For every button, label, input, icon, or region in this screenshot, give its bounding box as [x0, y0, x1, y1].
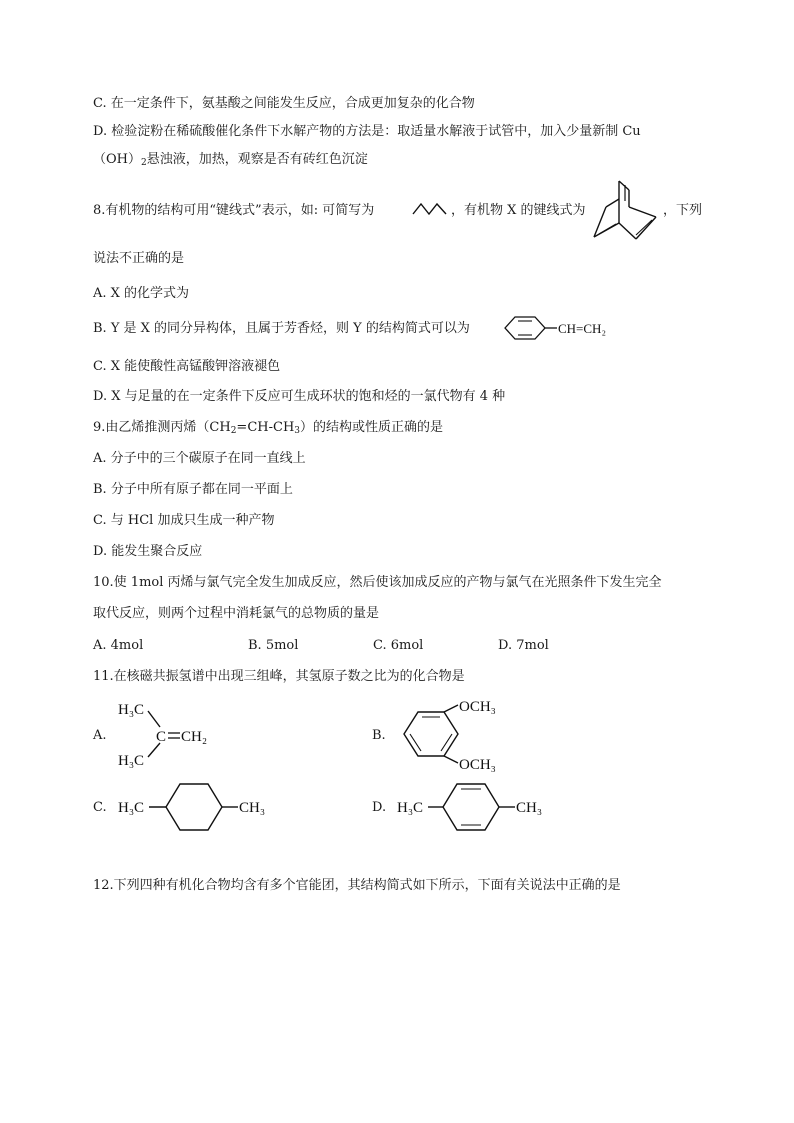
q10-option-d: D. 7mol — [498, 638, 549, 653]
och3-top-text: OCH₃ — [459, 699, 496, 715]
q10-option-a: A. 4mol — [93, 638, 144, 653]
q9-option-d: D. 能发生聚合反应 — [93, 544, 203, 559]
styrene-structure — [497, 312, 637, 346]
q11-option-b-label: B. — [372, 728, 386, 743]
h3c-left-text: H₃C — [397, 800, 424, 816]
q9-option-a: A. 分子中的三个碳原子在同一直线上 — [93, 451, 306, 466]
q11-option-a-label: A. — [93, 728, 107, 743]
q11-option-d-label: D. — [372, 800, 387, 815]
q7-option-d-line1: D. 检验淀粉在稀硫酸催化条件下水解产物的方法是：取适量水解液于试管中，加入少量新制 Cu — [93, 124, 641, 139]
och3-bottom-text: OCH₃ — [459, 757, 496, 773]
q7-option-c: C. 在一定条件下，氨基酸之间能发生反应，合成更加复杂的化合物 — [93, 96, 475, 111]
central-carbon-text: C — [156, 729, 167, 745]
q8-option-d: D. X 与足量的在一定条件下反应可生成环状的饱和烃的一氯代物有 4 种 — [93, 389, 506, 404]
p-xylene-structure — [397, 780, 557, 832]
isobutylene-structure — [118, 697, 228, 773]
q8-option-c: C. X 能使酸性高锰酸钾溶液褪色 — [93, 359, 281, 374]
q8-stem-line2: 说法不正确的是 — [93, 251, 185, 266]
ch2-text: CH₂ — [181, 729, 208, 745]
ch3-right-text: CH₃ — [516, 800, 543, 816]
q7-option-d-line2: $(OH)_2$悬浊液，加热，观察是否有砖红色沉淀 — [93, 152, 368, 168]
q11-stem: 11.在核磁共振氢谱中出现三组峰，其氢原子数之比为的化合物是 — [93, 669, 465, 684]
styrene-formula: CH=CH₂ — [558, 321, 606, 336]
q10-stem-line2: 取代反应，则两个过程中消耗氯气的总物质的量是 — [93, 606, 380, 621]
q9-option-b: B. 分子中所有原子都在同一平面上 — [93, 482, 293, 497]
h3c-top-text: H₃C — [118, 702, 145, 718]
q8-option-a: A. X 的化学式为 — [93, 286, 190, 301]
q8-stem-mid: ，有机物 X 的键线式为 — [451, 203, 586, 218]
q10-option-b: B. 5mol — [248, 638, 299, 653]
q9-option-c: C. 与 HCl 加成只生成一种产物 — [93, 513, 275, 528]
h3c-left-text: H₃C — [118, 800, 145, 816]
q11-option-c-label: C. — [93, 800, 107, 815]
h3c-bottom-text: H₃C — [118, 753, 145, 769]
q10-stem-line1: 10.使 1mol 丙烯与氯气完全发生加成反应，然后使该加成反应的产物与氯气在光照条件下发生完全 — [93, 575, 662, 590]
ch3-right-text: CH₃ — [239, 800, 266, 816]
dimethoxybenzene-structure — [398, 697, 518, 775]
zigzag-skeletal-structure — [412, 200, 448, 218]
q8-option-b: B. Y 是 X 的同分异构体，且属于芳香烃，则 Y 的结构简式可以为 — [93, 321, 470, 336]
dimethylcyclohexane-structure — [118, 780, 278, 832]
q10-option-c: C. 6mol — [373, 638, 424, 653]
q8-stem-end: ，下列 — [663, 203, 703, 218]
q8-stem-line1: 8.有机物的结构可用“键线式”表示，如: 可简写为 — [93, 203, 375, 218]
bicyclooctatriene-structure — [592, 177, 660, 243]
q12-stem: 12.下列四种有机化合物均含有多个官能团，其结构简式如下所示，下面有关说法中正确的是 — [93, 878, 621, 893]
q9-stem: 9.由乙烯推测丙烯$(CH_2=CH-CH_3)$的结构或性质正确的是 — [93, 420, 444, 436]
